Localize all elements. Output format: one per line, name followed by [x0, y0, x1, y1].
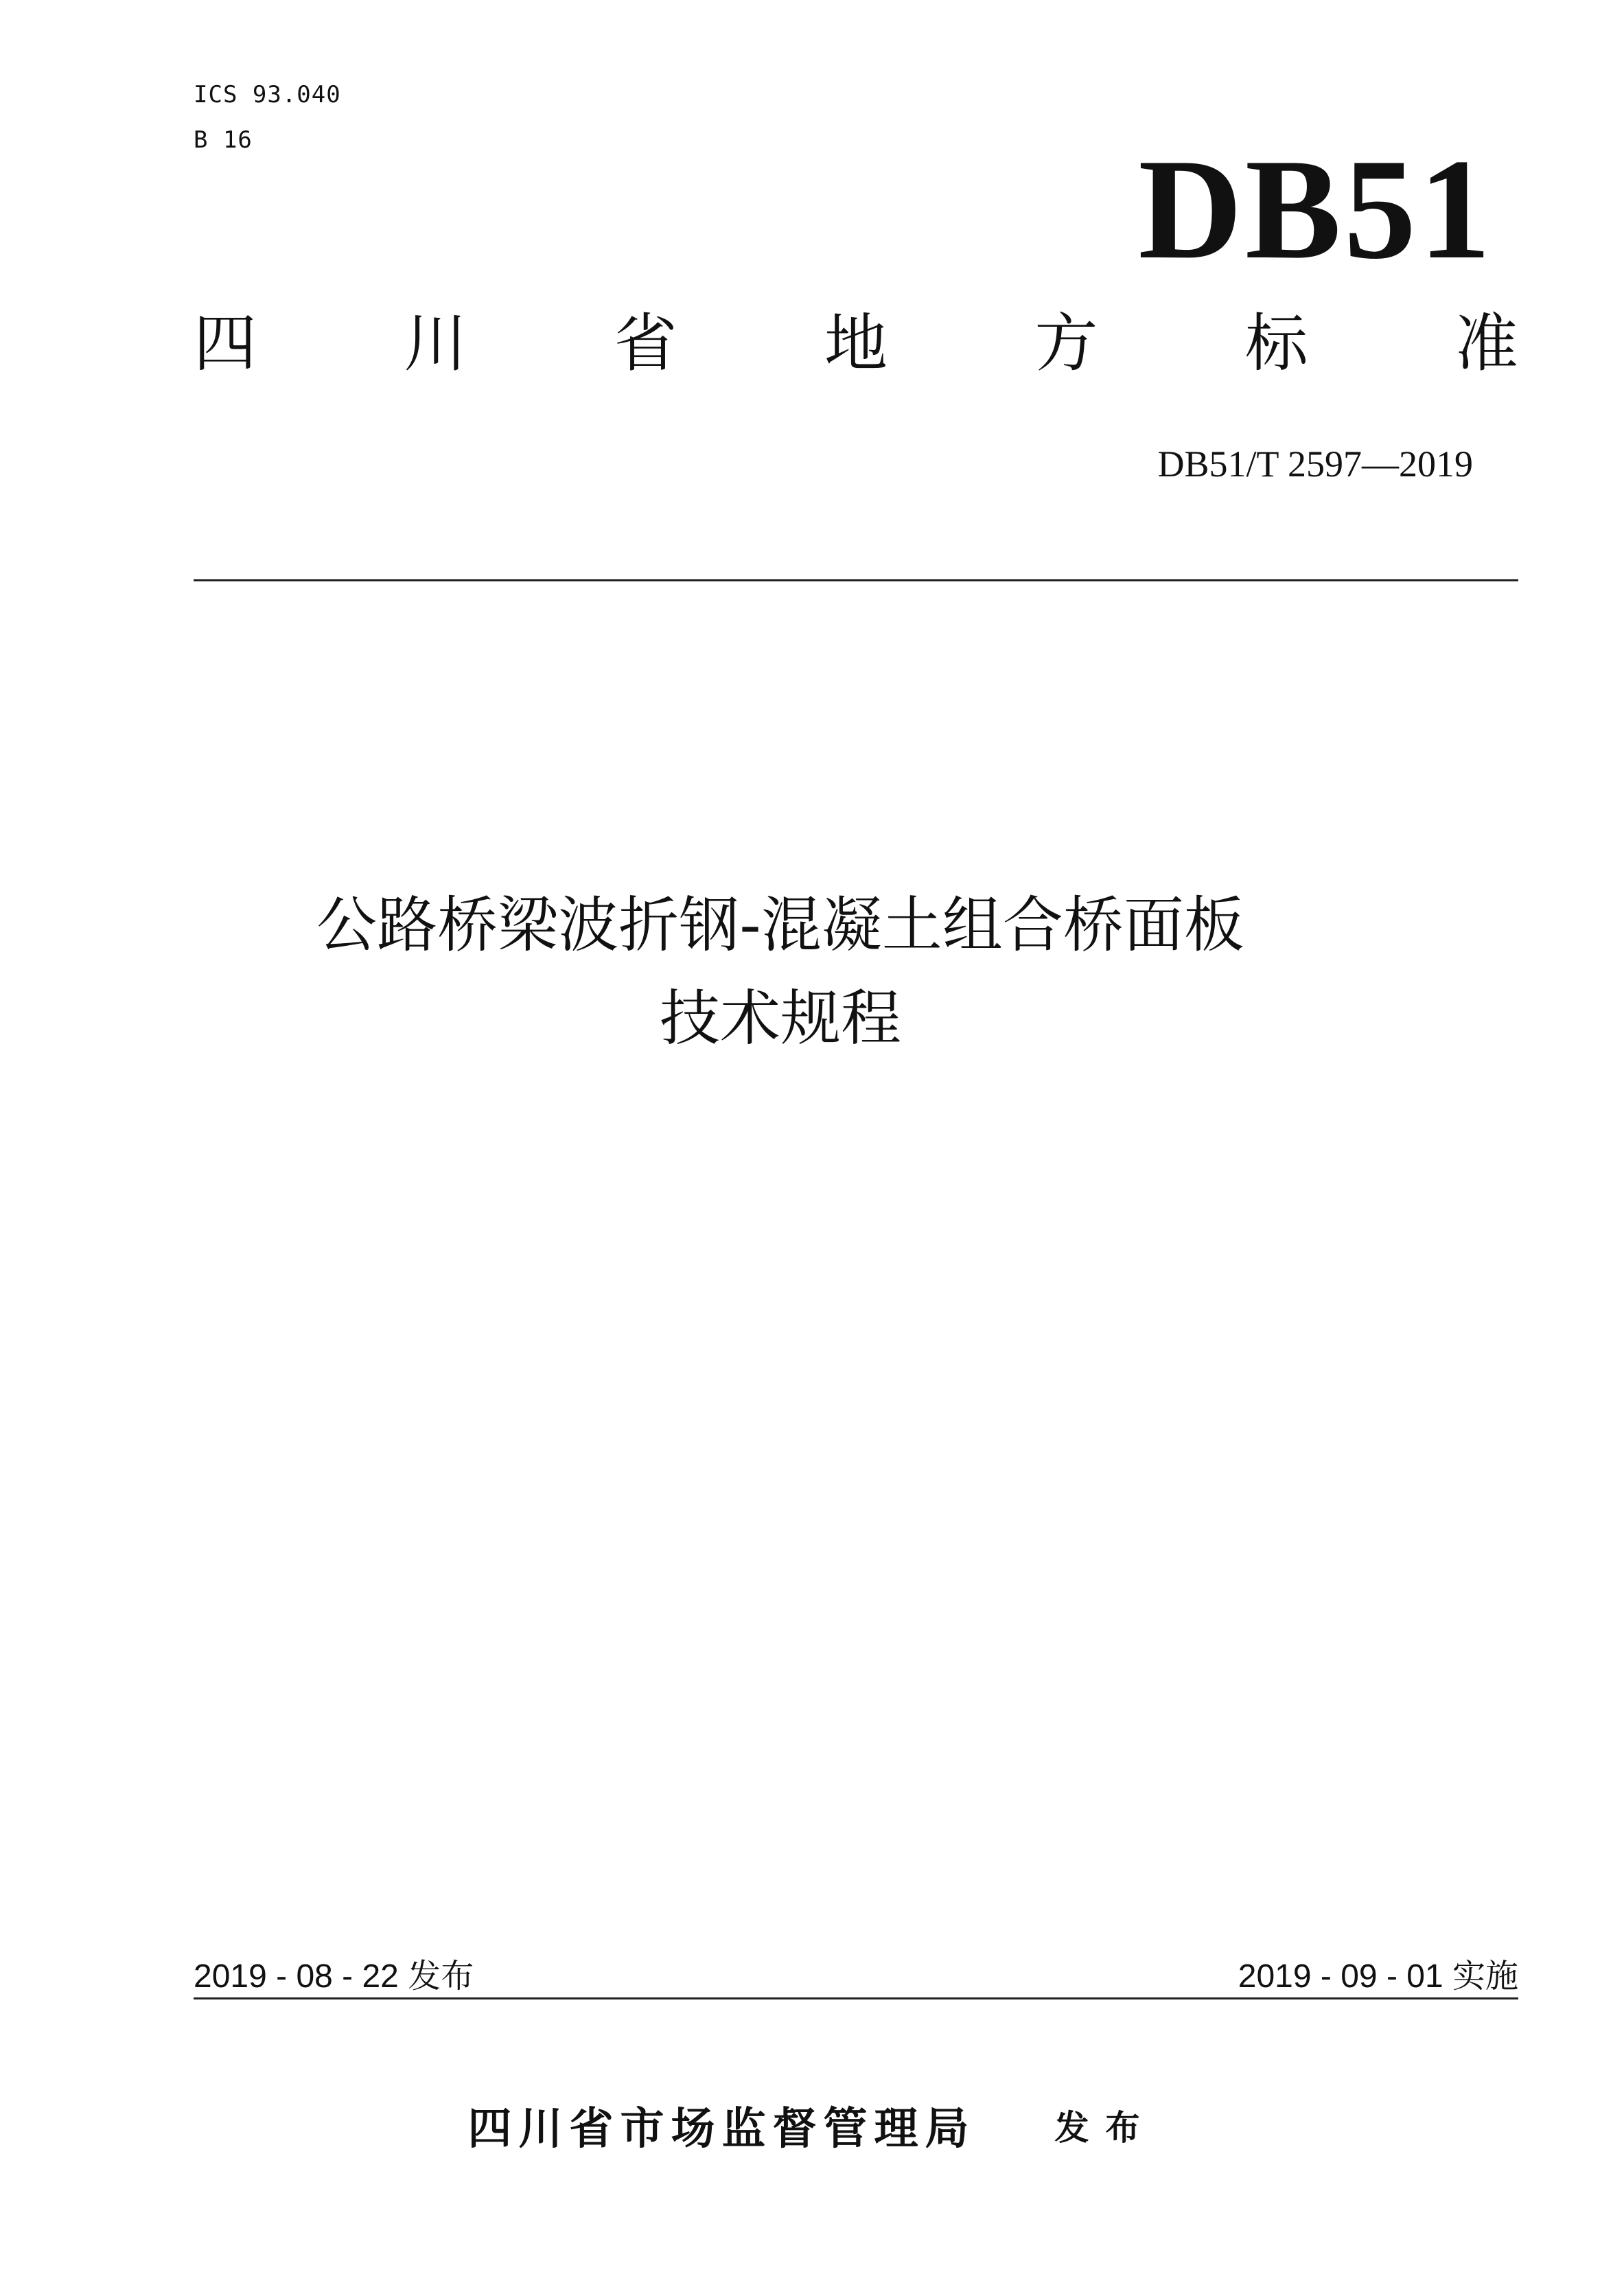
- bottom-divider: [194, 1997, 1518, 1999]
- standard-mark: DB51: [1138, 130, 1494, 289]
- standard-type-char: 地: [824, 307, 888, 380]
- standard-type-char: 标: [1244, 307, 1308, 380]
- standard-type-char: 省: [614, 307, 677, 380]
- title-line-2: 技术规程: [659, 983, 901, 1054]
- standard-type-heading: [194, 307, 1518, 380]
- issuer-verb: 发布: [1054, 2108, 1157, 2148]
- title-line-1: 公路桥梁波折钢-混凝土组合桥面板: [316, 890, 1244, 960]
- standard-type-char: 川: [404, 307, 467, 380]
- document-title: [194, 879, 1518, 1066]
- issuer-name: 四川省市场监督管理局: [467, 2104, 976, 2155]
- top-divider: [194, 579, 1518, 581]
- ics-code: ICS 93.040: [194, 81, 341, 108]
- implementation-date: 2019 - 09 - 01 实施: [1238, 1958, 1518, 1995]
- standard-type-char: 方: [1034, 307, 1098, 380]
- standard-type-char: 准: [1454, 307, 1518, 380]
- release-date: 2019 - 08 - 22 发布: [194, 1958, 474, 1995]
- standard-number: DB51/T 2597—2019: [1157, 443, 1473, 485]
- date-row: [194, 1949, 1518, 1997]
- ccs-code: B 16: [194, 126, 253, 154]
- standard-type-char: 四: [194, 307, 257, 380]
- issuer-line: [0, 2094, 1624, 2157]
